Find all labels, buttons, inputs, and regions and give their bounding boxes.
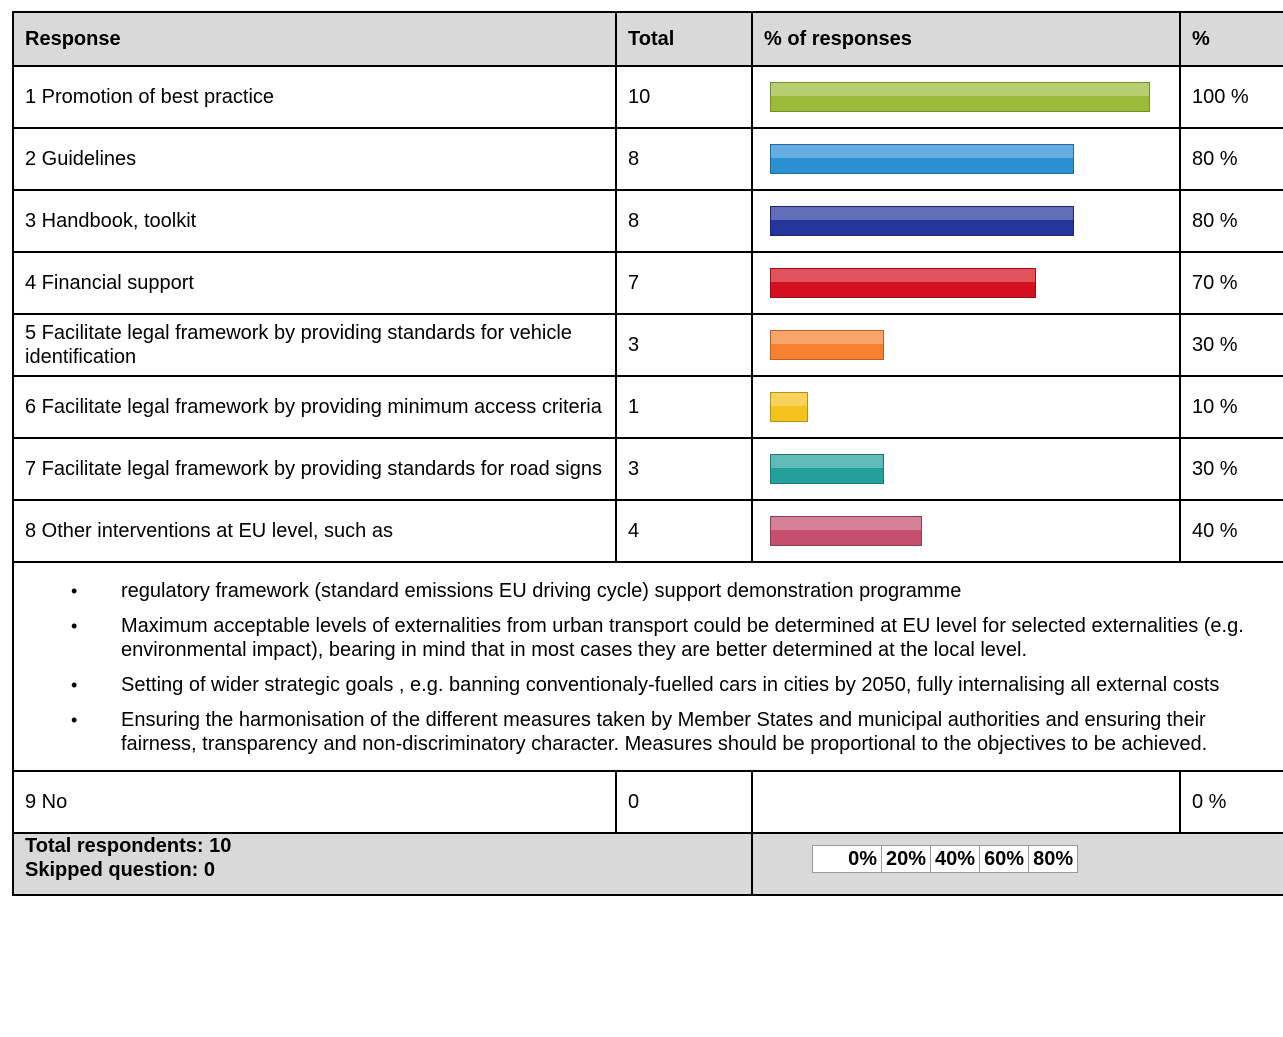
scale-tick-label: 80%	[1028, 846, 1077, 872]
header-total: Total	[616, 12, 752, 66]
skipped-question: Skipped question: 0	[25, 859, 216, 881]
response-pct: 70 %	[1180, 252, 1283, 314]
survey-results-table	[12, 11, 1283, 896]
response-label: 9 No	[13, 771, 616, 833]
scale-tick-label: 20%	[881, 846, 930, 872]
response-total: 8	[616, 128, 752, 190]
note-text: Maximum acceptable levels of externalities from urban transport could be determined at EU level for selected externalities (e.g. environmental impact), bearing in mind that in most cases they are better determined at the local level.	[121, 615, 1244, 661]
table-row	[13, 314, 1283, 376]
scale-tick-label: 40%	[930, 846, 979, 872]
bullet-icon: •	[71, 710, 78, 730]
response-pct: 80 %	[1180, 190, 1283, 252]
response-pct: 40 %	[1180, 500, 1283, 562]
response-label: 7 Facilitate legal framework by providing standards for road signs	[13, 438, 616, 500]
response-label: 2 Guidelines	[13, 128, 616, 190]
footer-summary	[13, 833, 752, 895]
response-pct: 0 %	[1180, 771, 1283, 833]
response-total: 1	[616, 376, 752, 438]
note-text: Ensuring the harmonisation of the different measures taken by Member States and municipal authorities and ensuring their fairness, transparency and non-discriminatory character. Measures should be proportional to the objectives to be achieved.	[121, 709, 1208, 755]
response-pct: 10 %	[1180, 376, 1283, 438]
table-row	[13, 128, 1283, 190]
header-row	[13, 12, 1283, 66]
response-label: 1 Promotion of best practice	[13, 66, 616, 128]
bullet-icon: •	[71, 675, 78, 695]
list-item	[25, 614, 1258, 662]
response-total: 0	[616, 771, 752, 833]
table-row	[13, 438, 1283, 500]
scale-tick-label: 60%	[979, 846, 1028, 872]
note-text: Setting of wider strategic goals , e.g. banning conventionaly-fuelled cars in cities by 2050, fully internalising all external costs	[121, 674, 1220, 696]
table-row	[13, 190, 1283, 252]
bar-cell	[752, 66, 1180, 128]
response-total: 3	[616, 314, 752, 376]
bar-cell	[752, 128, 1180, 190]
response-bar	[770, 330, 884, 360]
response-bar	[770, 82, 1150, 112]
bar-cell	[752, 376, 1180, 438]
other-interventions-notes-row	[13, 562, 1283, 771]
response-bar	[770, 144, 1074, 174]
response-bar	[770, 268, 1036, 298]
response-total: 10	[616, 66, 752, 128]
table-row	[13, 66, 1283, 128]
bar-cell	[752, 190, 1180, 252]
list-item	[25, 579, 1258, 603]
table-row	[13, 376, 1283, 438]
response-label: 6 Facilitate legal framework by providing minimum access criteria	[13, 376, 616, 438]
response-bar	[770, 206, 1074, 236]
bar-cell	[752, 771, 1180, 833]
scale-cell	[752, 833, 1283, 895]
total-respondents: Total respondents: 10	[25, 835, 232, 857]
response-bar	[770, 516, 922, 546]
response-pct: 30 %	[1180, 314, 1283, 376]
percentage-scale	[812, 845, 1078, 873]
bullet-icon: •	[71, 616, 78, 636]
note-text: regulatory framework (standard emissions EU driving cycle) support demonstration programme	[121, 580, 962, 602]
table-row	[13, 252, 1283, 314]
bullet-icon: •	[71, 581, 78, 601]
list-item	[25, 708, 1258, 756]
notes-list	[25, 579, 1258, 756]
header-pct-of-responses: % of responses	[752, 12, 1180, 66]
header-pct: %	[1180, 12, 1283, 66]
response-total: 3	[616, 438, 752, 500]
response-label: 4 Financial support	[13, 252, 616, 314]
table-row	[13, 771, 1283, 833]
response-pct: 30 %	[1180, 438, 1283, 500]
bar-cell	[752, 438, 1180, 500]
table-row	[13, 500, 1283, 562]
response-total: 4	[616, 500, 752, 562]
response-total: 7	[616, 252, 752, 314]
response-label: 8 Other interventions at EU level, such as	[13, 500, 616, 562]
list-item	[25, 673, 1258, 697]
notes-cell	[13, 562, 1283, 771]
bar-cell	[752, 314, 1180, 376]
response-pct: 100 %	[1180, 66, 1283, 128]
response-total: 8	[616, 190, 752, 252]
response-label: 5 Facilitate legal framework by providing standards for vehicle identification	[13, 314, 616, 376]
footer-row	[13, 833, 1283, 895]
scale-tick-label: 0%	[848, 848, 877, 870]
header-response: Response	[13, 12, 616, 66]
response-label: 3 Handbook, toolkit	[13, 190, 616, 252]
response-pct: 80 %	[1180, 128, 1283, 190]
bar-cell	[752, 252, 1180, 314]
response-bar	[770, 454, 884, 484]
response-bar	[770, 392, 808, 422]
bar-cell	[752, 500, 1180, 562]
